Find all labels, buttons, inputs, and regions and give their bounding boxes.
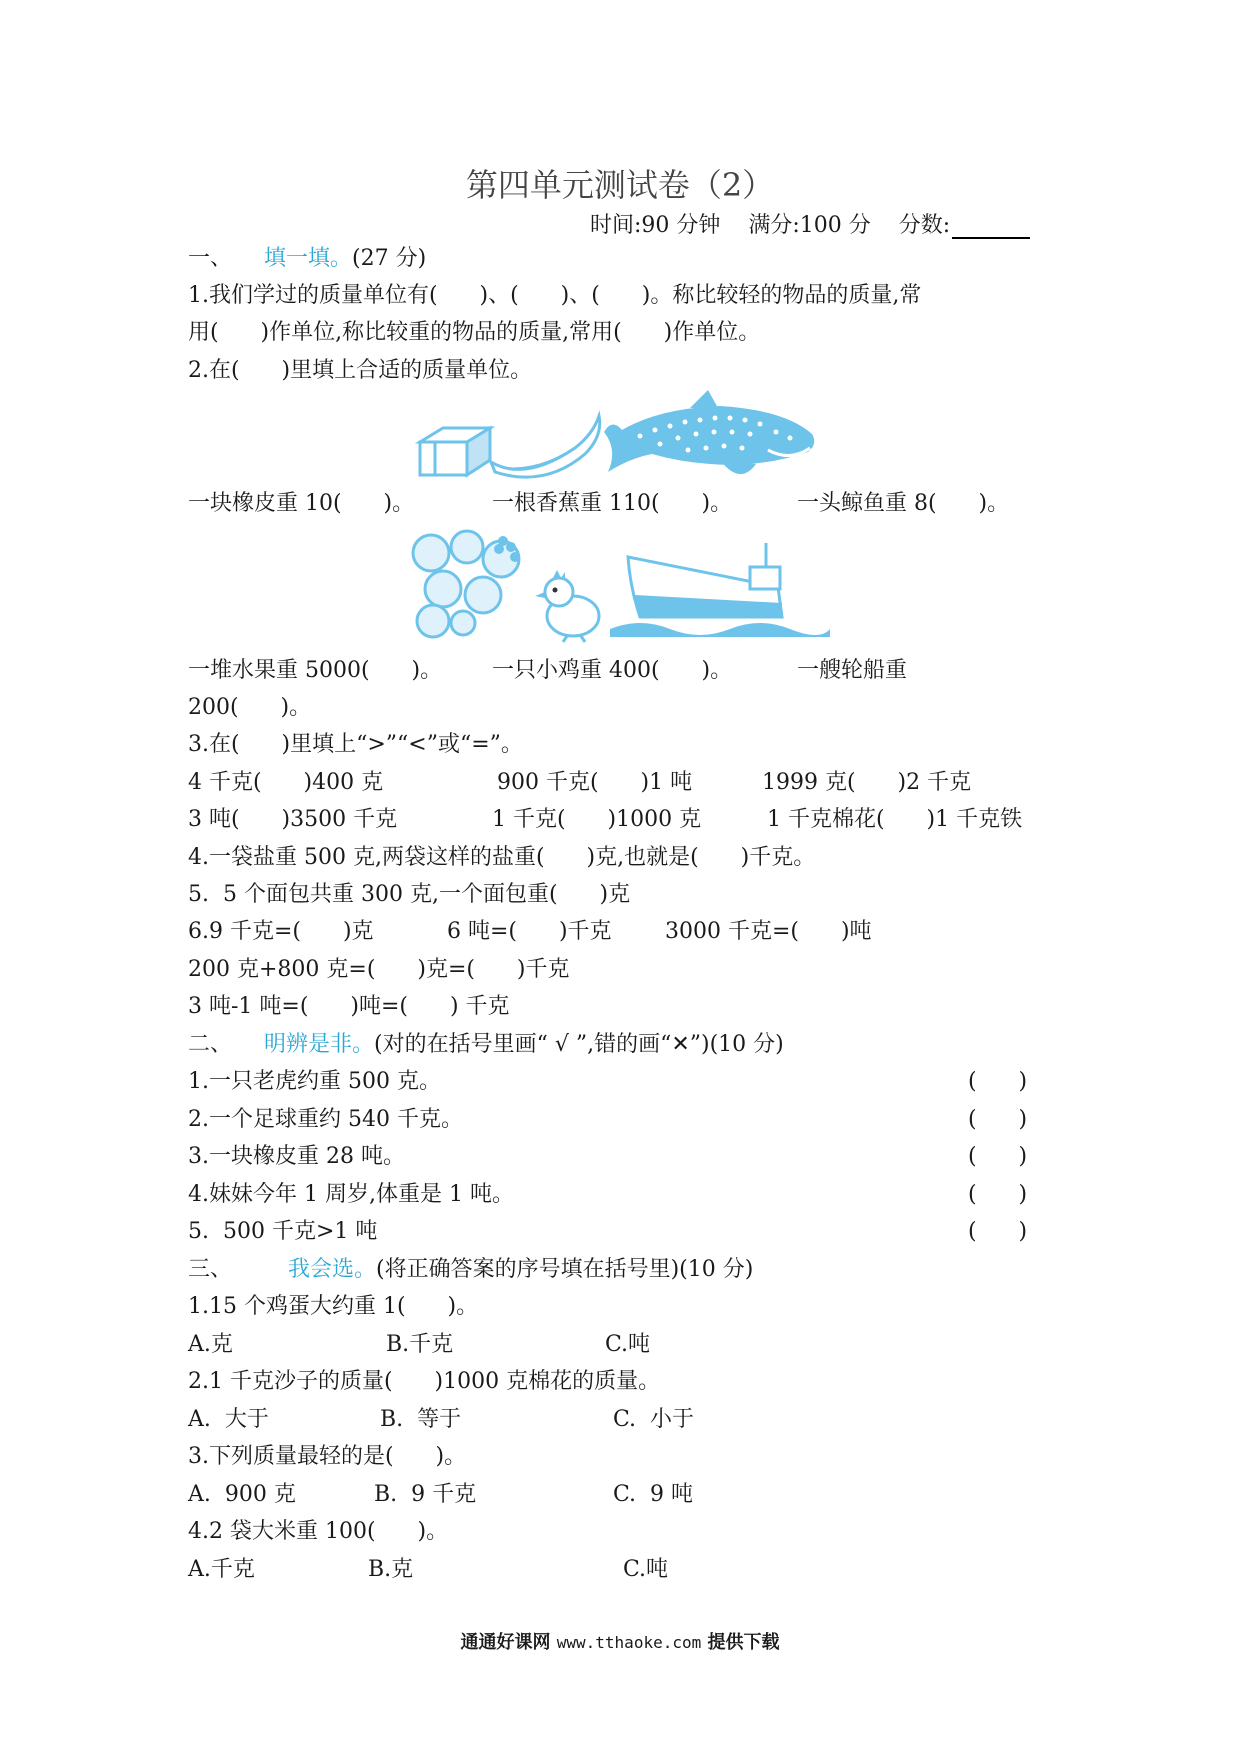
q3-r2-c: 1 千克棉花( )1 千克铁 — [767, 807, 1023, 832]
q1-line-2: 用( )作单位,称比较重的物品的质量,常用( )作单位。 — [188, 320, 761, 345]
choice-option-c[interactable]: C. 小于 — [613, 1407, 695, 1432]
section-3-heading — [188, 1255, 753, 1285]
judge-answer-paren[interactable]: ( ) — [968, 1144, 1028, 1169]
q3-r2-a: 3 吨( )3500 千克 — [188, 807, 398, 832]
judge-item: 4.妹妹今年 1 周岁,体重是 1 吨。 — [188, 1182, 514, 1207]
footer-url[interactable]: www.tthaoke.com — [556, 1633, 702, 1652]
q2-stem: 2.在( )里填上合适的质量单位。 — [188, 358, 533, 383]
q6-r1-a: 6.9 千克=( )克 — [188, 919, 374, 944]
choice-question: 3.下列质量最轻的是( )。 — [188, 1444, 467, 1469]
q5: 5. 5 个面包共重 300 克,一个面包重( )克 — [188, 882, 631, 907]
choice-option-b[interactable]: B.克 — [368, 1557, 414, 1582]
q2-eraser: 一块橡皮重 10( )。 — [188, 491, 415, 516]
q6-r1-c: 3000 千克=( )吨 — [665, 919, 872, 944]
whale-shark-icon — [600, 388, 825, 488]
q2-whale: 一头鲸鱼重 8( )。 — [797, 491, 1010, 516]
q2-ship: 一艘轮船重 — [797, 658, 908, 683]
footer — [0, 1628, 1240, 1654]
q3-stem: 3.在( )里填上“>”“<”或“=”。 — [188, 732, 523, 757]
section-3-number: 三、 — [188, 1257, 233, 1282]
section-2-note: (对的在括号里画“ √ ”,错的画“✕”)(10 分) — [374, 1032, 784, 1057]
ship-icon — [610, 537, 830, 647]
choice-option-a[interactable]: A. 900 克 — [188, 1482, 296, 1507]
section-2-title: 明辨是非。 — [264, 1032, 375, 1057]
q2-banana: 一根香蕉重 110( )。 — [492, 491, 733, 516]
judge-item: 1.一只老虎约重 500 克。 — [188, 1069, 441, 1094]
fruit-pile-icon — [403, 523, 528, 643]
section-1-score: (27 分) — [352, 246, 427, 271]
q6-r3: 3 吨-1 吨=( )吨=( ) 千克 — [188, 994, 510, 1019]
footer-tail: 提供下载 — [707, 1632, 780, 1653]
choice-option-c[interactable]: C. 9 吨 — [613, 1482, 694, 1507]
choice-option-a[interactable]: A.千克 — [188, 1557, 255, 1582]
judge-item: 5. 500 千克>1 吨 — [188, 1219, 378, 1244]
choice-option-b[interactable]: B. 9 千克 — [374, 1482, 477, 1507]
judge-answer-paren[interactable]: ( ) — [968, 1182, 1028, 1207]
judge-item: 2.一个足球重约 540 千克。 — [188, 1107, 463, 1132]
chick-icon — [533, 568, 608, 643]
section-2-number: 二、 — [188, 1032, 233, 1057]
choice-question: 4.2 袋大米重 100( )。 — [188, 1519, 449, 1544]
section-1-heading — [188, 244, 426, 274]
choice-option-a[interactable]: A.克 — [188, 1332, 233, 1357]
judge-answer-paren[interactable]: ( ) — [968, 1107, 1028, 1132]
choice-option-c[interactable]: C.吨 — [605, 1332, 651, 1357]
judge-item: 3.一块橡皮重 28 吨。 — [188, 1144, 405, 1169]
q3-r1-c: 1999 克( )2 千克 — [762, 770, 972, 795]
q6-r2: 200 克+800 克=( )克=( )千克 — [188, 957, 570, 982]
choice-option-b[interactable]: B. 等于 — [380, 1407, 462, 1432]
section-1-title: 填一填。 — [264, 246, 353, 271]
choice-question: 1.15 个鸡蛋大约重 1( )。 — [188, 1294, 479, 1319]
eraser-icon — [415, 420, 495, 480]
page-title: 第四单元测试卷（2） — [465, 166, 775, 204]
exam-meta-text: 时间:90 分钟 满分:100 分 分数: — [590, 213, 951, 238]
judge-answer-paren[interactable]: ( ) — [968, 1069, 1028, 1094]
q1-line-1: 1.我们学过的质量单位有( )、( )、( )。称比较轻的物品的质量,常 — [188, 283, 922, 308]
section-1-number: 一、 — [188, 246, 233, 271]
choice-question: 2.1 千克沙子的质量( )1000 克棉花的质量。 — [188, 1369, 661, 1394]
section-3-title: 我会选。 — [288, 1257, 377, 1282]
exam-meta — [590, 208, 1030, 239]
score-blank — [952, 217, 1030, 239]
choice-option-b[interactable]: B.千克 — [386, 1332, 454, 1357]
q2-chick: 一只小鸡重 400( )。 — [492, 658, 733, 683]
q3-r1-b: 900 千克( )1 吨 — [497, 770, 693, 795]
q2-fruit: 一堆水果重 5000( )。 — [188, 658, 443, 683]
banana-icon — [485, 410, 605, 480]
q6-r1-b: 6 吨=( )千克 — [447, 919, 612, 944]
section-3-note: (将正确答案的序号填在括号里)(10 分) — [376, 1257, 754, 1282]
section-2-heading — [188, 1030, 784, 1060]
footer-brand: 通通好课网 — [460, 1632, 551, 1653]
q2-ship-cont: 200( )。 — [188, 695, 312, 720]
q3-r2-b: 1 千克( )1000 克 — [492, 807, 702, 832]
choice-option-a[interactable]: A. 大于 — [188, 1407, 269, 1432]
q4: 4.一袋盐重 500 克,两袋这样的盐重( )克,也就是( )千克。 — [188, 845, 816, 870]
q3-r1-a: 4 千克( )400 克 — [188, 770, 384, 795]
judge-answer-paren[interactable]: ( ) — [968, 1219, 1028, 1244]
choice-option-c[interactable]: C.吨 — [623, 1557, 669, 1582]
